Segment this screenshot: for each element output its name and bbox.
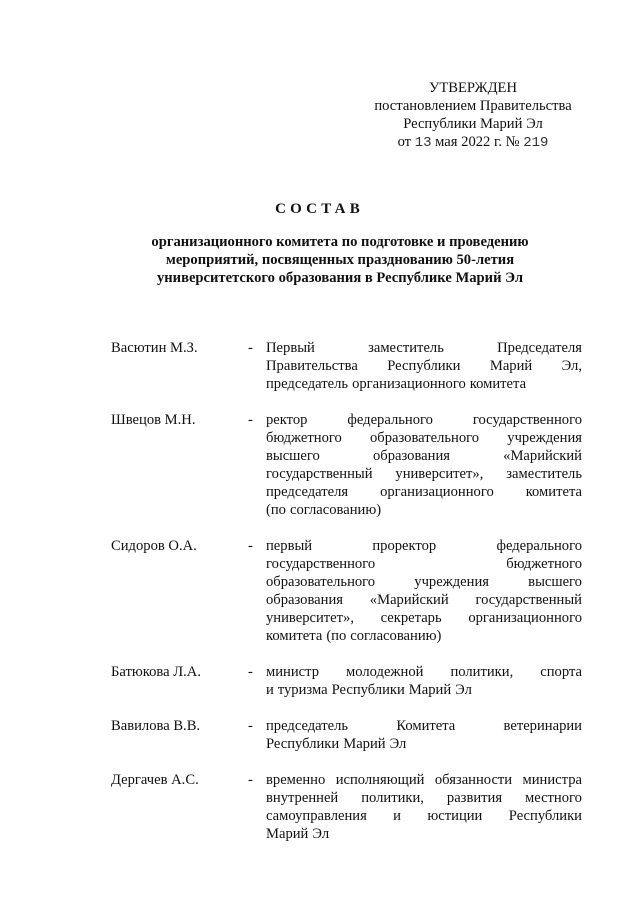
member-role-line — [266, 375, 582, 393]
member-role-word: местного — [525, 790, 582, 806]
member-role — [266, 771, 582, 843]
member-name: Швецов М.Н. — [111, 412, 196, 428]
member-role-word: государственный — [475, 592, 582, 608]
member-role-word: университет», — [266, 610, 354, 626]
member-role-word: государственного — [266, 556, 376, 572]
member-role-line — [266, 465, 582, 483]
member-name: Сидоров О.А. — [111, 538, 197, 554]
member-role-line — [266, 789, 582, 807]
member-role-line — [266, 483, 582, 501]
approval-number: 219 — [523, 135, 549, 151]
member-role-word: комитета — [469, 376, 527, 392]
committee-member — [0, 339, 639, 393]
approval-government: Республики Марий Эл — [403, 116, 543, 132]
member-role-word: молодежной — [346, 664, 424, 680]
member-dash: - — [248, 718, 253, 734]
member-role-word: временно — [266, 772, 326, 788]
member-role-word: Марий — [408, 682, 452, 698]
member-role-word: политики, — [361, 790, 424, 806]
member-role-line — [266, 807, 582, 825]
member-role-word: организационного — [352, 376, 466, 392]
member-role-word: председатель — [266, 718, 349, 734]
member-role-line — [266, 771, 582, 789]
member-role-word: Комитета — [396, 718, 456, 734]
member-role — [266, 663, 582, 699]
member-role-word: согласованию) — [350, 628, 442, 644]
approval-day: 13 — [414, 135, 432, 151]
member-role-word: ветеринарии — [503, 718, 582, 734]
member-role — [266, 411, 582, 519]
approval-date-line — [360, 133, 586, 152]
member-role-line — [266, 555, 582, 573]
member-role-word: высшего — [266, 448, 320, 464]
member-role-line — [266, 681, 582, 699]
member-role-line — [266, 663, 582, 681]
subtitle-line: университетского образования в Республике Марий Эл — [156, 270, 524, 286]
member-role-word: государственный — [266, 466, 373, 482]
member-role-line — [266, 609, 582, 627]
document-title: СОСТАВ — [275, 201, 364, 217]
member-name: Васютин М.З. — [111, 340, 198, 356]
member-role-word: развития — [446, 790, 503, 806]
member-dash: - — [248, 538, 253, 554]
member-role-line — [266, 501, 582, 519]
member-role-word: университет», — [395, 466, 484, 482]
member-role-line — [266, 591, 582, 609]
member-dash: - — [248, 340, 253, 356]
member-role-word: образовательного — [369, 430, 480, 446]
document-subtitle — [120, 233, 560, 287]
member-role-word: Марий — [489, 358, 533, 374]
member-role-line — [266, 627, 582, 645]
member-name: Вавилова В.В. — [111, 718, 201, 734]
member-role-word: (по — [266, 502, 286, 518]
member-role-line — [266, 411, 582, 429]
member-role-word: организационного — [380, 484, 494, 500]
member-role-word: ректор — [266, 412, 308, 428]
approval-resolution: постановлением Правительства — [374, 98, 572, 114]
member-role-line — [266, 429, 582, 447]
member-role-line — [266, 717, 582, 735]
member-role-word: Эл — [455, 682, 472, 698]
member-role-line — [266, 537, 582, 555]
approval-date-prefix: от — [397, 134, 412, 150]
member-role-word: Республики — [508, 808, 582, 824]
member-role-word: председателя — [266, 484, 349, 500]
member-role-word: комитета — [266, 628, 323, 644]
member-role — [266, 717, 582, 753]
member-role-word: Марий — [343, 736, 386, 752]
member-role-word: учреждения — [414, 574, 489, 590]
member-role-word: исполняющий — [335, 772, 425, 788]
member-role-word: министр — [266, 664, 319, 680]
member-role-word: Марий — [266, 826, 309, 842]
member-role-line — [266, 573, 582, 591]
member-role-word: заместитель — [368, 340, 444, 356]
member-role-word: федерального — [496, 538, 582, 554]
member-role-word: председатель — [266, 376, 349, 392]
member-role-word: обязанности — [434, 772, 513, 788]
member-role-word: юстиции — [427, 808, 483, 824]
member-role-word: (по — [326, 628, 347, 644]
member-dash: - — [248, 664, 253, 680]
member-role — [266, 537, 582, 645]
approval-heading: УТВЕРЖДЕН — [429, 80, 517, 96]
member-dash: - — [248, 412, 253, 428]
member-role-line — [266, 825, 582, 843]
member-role-word: государственного — [472, 412, 582, 428]
member-role-word: бюджетного — [506, 556, 582, 572]
member-role-word: Эл, — [561, 358, 582, 374]
member-role-word: секретарь — [380, 610, 442, 626]
member-role-word: Республики — [387, 358, 461, 374]
member-role-line — [266, 735, 582, 753]
member-role-word: образовательного — [266, 574, 376, 590]
member-role-word: проректор — [372, 538, 437, 554]
member-role-word: спорта — [540, 664, 582, 680]
member-role-word: самоуправления — [266, 808, 367, 824]
member-role-word: внутренней — [266, 790, 339, 806]
member-name: Батюкова Л.А. — [111, 664, 201, 680]
committee-members-list — [0, 339, 639, 861]
member-role-word: учреждения — [507, 430, 582, 446]
member-role-word: Эл — [389, 736, 407, 752]
member-role-word: Республики — [266, 736, 340, 752]
member-role-word: «Марийский — [503, 448, 582, 464]
member-role-word: политики, — [450, 664, 514, 680]
member-role-word: и — [393, 808, 401, 824]
member-role-word: Правительства — [266, 358, 358, 374]
subtitle-line: мероприятий, посвященных празднованию 50-летия — [165, 252, 515, 268]
member-name: Дергачев А.С. — [111, 772, 199, 788]
member-dash: - — [248, 772, 253, 788]
member-role-word: комитета — [525, 484, 582, 500]
committee-member — [0, 717, 639, 753]
member-role-word: Первый — [266, 340, 315, 356]
member-role-word: образования — [266, 592, 343, 608]
member-role-line — [266, 339, 582, 357]
member-role-word: заместитель — [506, 466, 582, 482]
subtitle-line: организационного комитета по подготовке и проведению — [151, 234, 529, 250]
member-role-line — [266, 357, 582, 375]
approval-date-middle: мая 2022 г. № — [435, 134, 520, 150]
member-role-word: Эл — [312, 826, 330, 842]
member-role-word: бюджетного — [266, 430, 342, 446]
committee-member — [0, 537, 639, 645]
member-role-word: туризма — [277, 682, 328, 698]
member-role — [266, 339, 582, 393]
member-role-word: Республики — [331, 682, 405, 698]
member-role-word: Председателя — [497, 340, 582, 356]
member-role-line — [266, 447, 582, 465]
member-role-word: высшего — [528, 574, 582, 590]
committee-member — [0, 771, 639, 843]
member-role-word: «Марийский — [369, 592, 449, 608]
approval-stamp — [360, 79, 586, 152]
member-role-word: министра — [522, 772, 582, 788]
member-role-word: организационного — [468, 610, 582, 626]
member-role-word: образования — [372, 448, 450, 464]
committee-member — [0, 663, 639, 699]
member-role-word: согласованию) — [289, 502, 382, 518]
member-role-word: федерального — [347, 412, 433, 428]
committee-member — [0, 411, 639, 519]
member-role-word: и — [266, 682, 274, 698]
member-role-word: первый — [266, 538, 313, 554]
